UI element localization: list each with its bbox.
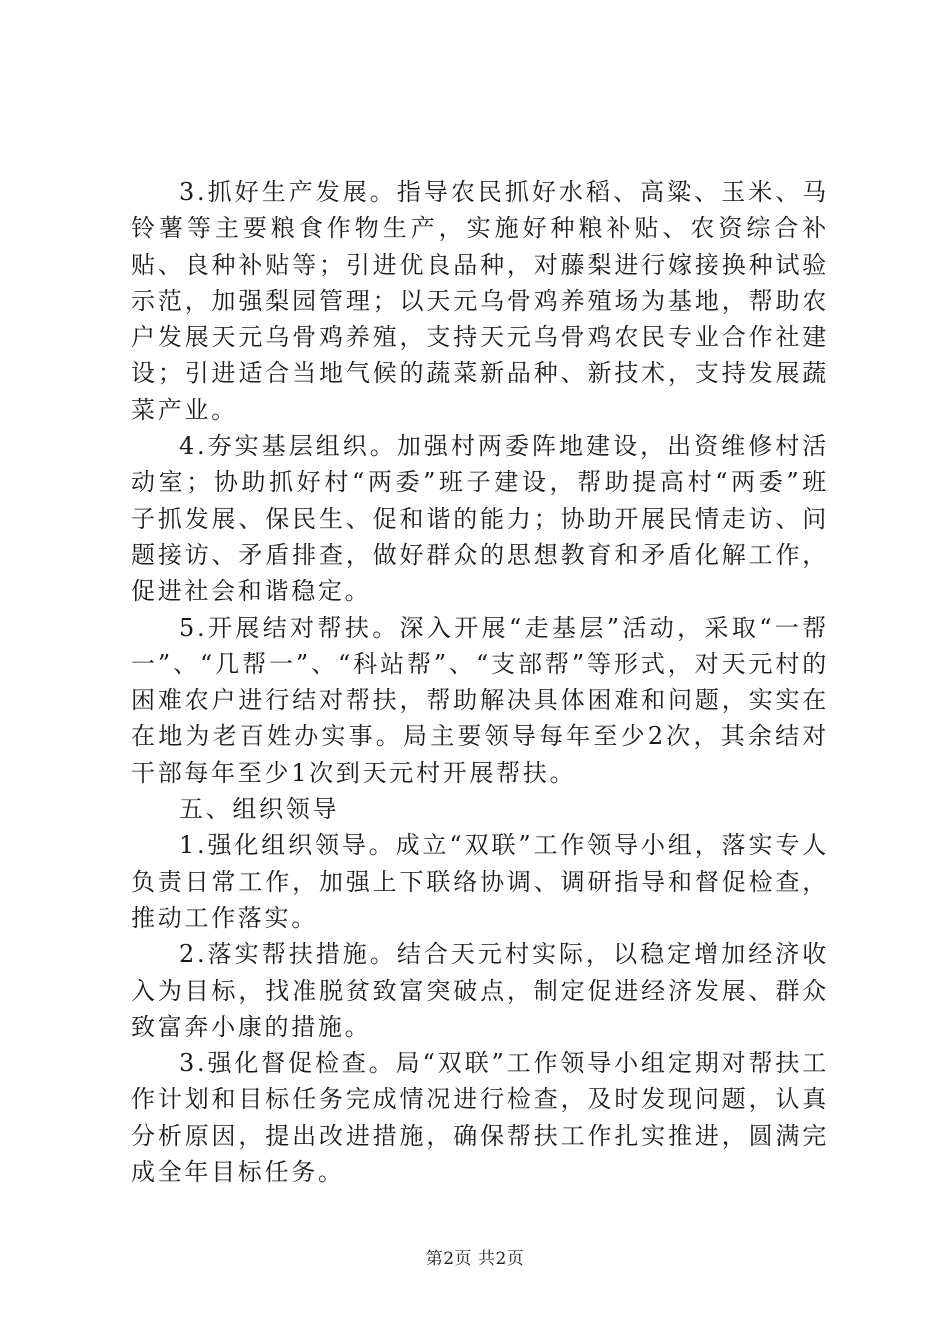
paragraph-assistance-measures: 2.落实帮扶措施。结合天元村实际，以稳定增加经济收入为目标，找准脱贫致富突破点，制定促进经济发展、群众致富奔小康的措施。: [131, 940, 829, 1041]
paragraph-supervision-inspection: 3.强化督促检查。局“双联”工作领导小组定期对帮扶工作计划和目标任务完成情况进行检查，及时发现问题，认真分析原因，提出改进措施，确保帮扶工作扎实推进，圆满完成全年目标任务。: [131, 1049, 829, 1187]
section-heading: 五、组织领导: [179, 795, 340, 824]
paragraph-strengthen-leadership: 1.强化组织领导。成立“双联”工作领导小组，落实专人负责日常工作，加强上下联络协调、调研指导和督促检查，推动工作落实。: [131, 831, 829, 932]
paragraph-grassroots-organization: 4.夯实基层组织。加强村两委阵地建设，出资维修村活动室；协助抓好村“两委”班子建设，帮助提高村“两委”班子抓发展、保民生、促和谐的能力；协助开展民情走访、问题接访、矛盾排查，做好群众的思想教育和矛盾化解工作，促进社会和谐稳定。: [131, 432, 829, 606]
page-number-footer: 第2页 共2页: [425, 1249, 525, 1269]
paragraph-production-development: 3.抓好生产发展。指导农民抓好水稻、高粱、玉米、马铃薯等主要粮食作物生产，实施好种粮补贴、农资综合补贴、良种补贴等；引进优良品种，对藤梨进行嫁接换种试验示范，加强梨园管理；以天元乌骨鸡养殖场为基地，帮助农户发展天元乌骨鸡养殖，支持天元乌骨鸡农民专业合作社建设；引进适合当地气候的蔬菜新品种、新技术，支持发展蔬菜产业。: [131, 178, 829, 424]
paragraph-paired-assistance: 5.开展结对帮扶。深入开展“走基层”活动，采取“一帮一”、“几帮一”、“科站帮”、“支部帮”等形式，对天元村的困难农户进行结对帮扶，帮助解决具体困难和问题，实实在在地为老百姓办实事。局主要领导每年至少2次，其余结对干部每年至少1次到天元村开展帮扶。: [131, 613, 829, 787]
document-body: [131, 174, 829, 1190]
